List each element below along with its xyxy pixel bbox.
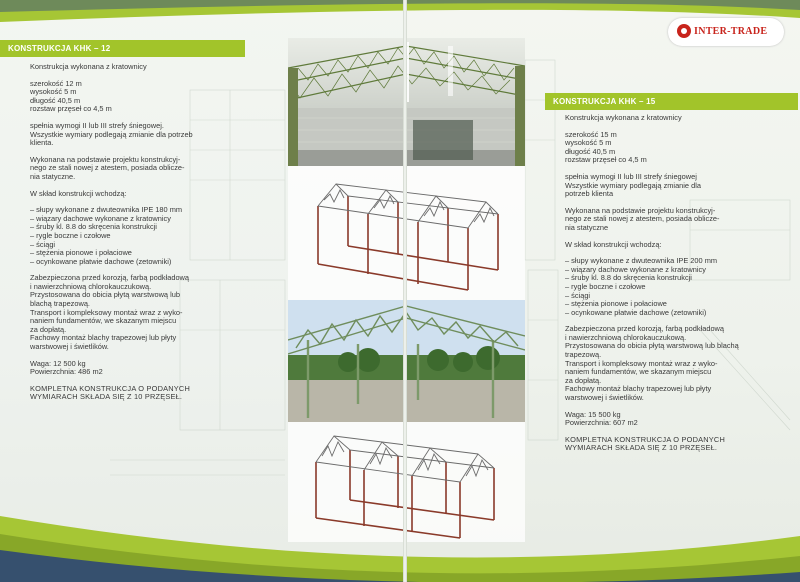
components-title: W skład konstrukcji wchodzą:: [565, 239, 662, 249]
text-line: nego ze stali nowej z atestem, posiada oblicze-: [565, 214, 720, 224]
protection-note: [565, 325, 780, 402]
list-item: – ściągi: [565, 292, 780, 301]
text-line: nego ze stali nowej z atestem, posiada oblicze-: [30, 163, 185, 173]
text-line: WYMIARACH SKŁADA SIĘ Z 10 PRZĘSEŁ.: [565, 443, 718, 453]
components-title: W skład konstrukcji wchodzą:: [30, 188, 127, 198]
area: Powierzchnia: 607 m2: [565, 418, 638, 428]
list-item: – śruby kl. 8.8 do skręcenia konstrukcji: [30, 223, 240, 232]
text-line: blachą trapezową.: [30, 299, 90, 309]
text-line: Zabezpieczona przed korozją, farbą podkładową: [565, 324, 724, 334]
specs: [565, 411, 780, 428]
dim-height: wysokość 5 m: [565, 138, 612, 148]
text-line: i nawierzchniową chlorokauczukową.: [565, 332, 687, 342]
snow-zone-note: [565, 173, 780, 199]
dim-spacing: rozstaw przęseł co 4,5 m: [565, 155, 647, 165]
components-list: [565, 257, 780, 317]
list-item: – wiązary dachowe wykonane z kratownicy: [30, 215, 240, 224]
project-note: [565, 207, 780, 233]
complete-note: [30, 385, 240, 402]
dimensions: [565, 131, 780, 165]
text-line: i nawierzchniową chlorokauczukową.: [30, 281, 152, 291]
list-item: – słupy wykonane z dwuteownika IPE 200 mm: [565, 257, 780, 266]
text-line: Transport i kompleksowy montaż wraz z wyko-: [565, 358, 718, 368]
text-line: Wszystkie wymiary podlegają zmianie dla: [565, 180, 701, 190]
page-fold: [403, 0, 407, 582]
header-khk-15: KONSTRUKCJA KHK – 15: [545, 93, 798, 110]
text-line: Przystosowana do obicia płytą warstwową lub blachą: [565, 341, 739, 351]
text-line: Wszystkie wymiary podlegają zmianie dla potrzeb: [30, 129, 193, 139]
intro: Konstrukcja wykonana z kratownicy: [565, 113, 682, 122]
list-item: – ściągi: [30, 241, 240, 250]
left-text-column: [30, 63, 240, 402]
text-line: naniem fundamentów, we skazanym miejscu: [30, 316, 177, 326]
area: Powierzchnia: 486 m2: [30, 367, 103, 377]
text-line: KOMPLETNA KONSTRUKCJA O PODANYCH: [565, 434, 725, 444]
snow-zone-note: [30, 122, 240, 148]
text-line: potrzeb klienta: [565, 189, 614, 199]
specs: [30, 360, 240, 377]
dimensions: [30, 80, 240, 114]
project-note: [30, 156, 240, 182]
logo-mark-icon: [677, 24, 691, 38]
list-item: – rygle boczne i czołowe: [565, 283, 780, 292]
components-list: [30, 206, 240, 266]
text-line: klienta.: [30, 138, 54, 148]
text-line: Wykonana na podstawie projektu konstrukcyj-: [30, 154, 181, 164]
list-item: – ocynkowane płatwie dachowe (zetowniki): [30, 258, 240, 267]
text-line: nia statyczne.: [30, 171, 76, 181]
text-line: warstwowej i świetlików.: [565, 393, 644, 403]
list-item: – ocynkowane płatwie dachowe (zetowniki): [565, 309, 780, 318]
text-line: Zabezpieczona przed korozją, farbą podkładową: [30, 273, 189, 283]
header-khk-12: KONSTRUKCJA KHK – 12: [0, 40, 245, 57]
text-line: Fachowy montaż blachy trapezowej lub płyty: [30, 333, 177, 343]
list-item: – rygle boczne i czołowe: [30, 232, 240, 241]
text-line: nia statyczne: [565, 222, 609, 232]
dim-spacing: rozstaw przęseł co 4,5 m: [30, 104, 112, 114]
protection-note: [30, 274, 240, 351]
dim-height: wysokość 5 m: [30, 87, 77, 97]
logo-text: INTER-TRADE: [694, 26, 768, 37]
list-item: – wiązary dachowe wykonane z kratownicy: [565, 266, 780, 275]
text-line: Przystosowana do obicia płytą warstwową lub: [30, 290, 180, 300]
text-line: spełnia wymogi II lub III strefy śniegowej: [565, 171, 697, 181]
dim-length: długość 40,5 m: [565, 146, 616, 156]
text-line: za dopłatą.: [30, 324, 67, 334]
list-item: – słupy wykonane z dwuteownika IPE 180 mm: [30, 206, 240, 215]
right-text-column: [565, 114, 780, 453]
inter-trade-logo: [668, 18, 784, 46]
dim-width: szerokość 12 m: [30, 78, 82, 88]
text-line: trapezową.: [565, 350, 602, 360]
text-line: Wykonana na podstawie projektu konstrukcyj-: [565, 205, 716, 215]
intro: Konstrukcja wykonana z kratownicy: [30, 62, 147, 71]
complete-note: [565, 436, 780, 453]
text-line: naniem fundamentów, we skazanym miejscu: [565, 367, 712, 377]
text-line: KOMPLETNA KONSTRUKCJA O PODANYCH: [30, 383, 190, 393]
text-line: Fachowy montaż blachy trapezowej lub płyty: [565, 384, 712, 394]
list-item: – śruby kl. 8.8 do skręcenia konstrukcji: [565, 274, 780, 283]
weight: Waga: 12 500 kg: [30, 358, 86, 368]
weight: Waga: 15 500 kg: [565, 409, 621, 419]
dim-width: szerokość 15 m: [565, 129, 617, 139]
text-line: WYMIARACH SKŁADA SIĘ Z 10 PRZĘSEŁ.: [30, 392, 183, 402]
list-item: – stężenia pionowe i połaciowe: [30, 249, 240, 258]
text-line: spełnia wymogi II lub III strefy śniegowej.: [30, 120, 164, 130]
dim-length: długość 40,5 m: [30, 95, 81, 105]
text-line: Transport i kompleksowy montaż wraz z wyko-: [30, 307, 183, 317]
text-line: za dopłatą.: [565, 375, 602, 385]
text-line: warstwowej i świetlików.: [30, 342, 109, 352]
list-item: – stężenia pionowe i połaciowe: [565, 300, 780, 309]
